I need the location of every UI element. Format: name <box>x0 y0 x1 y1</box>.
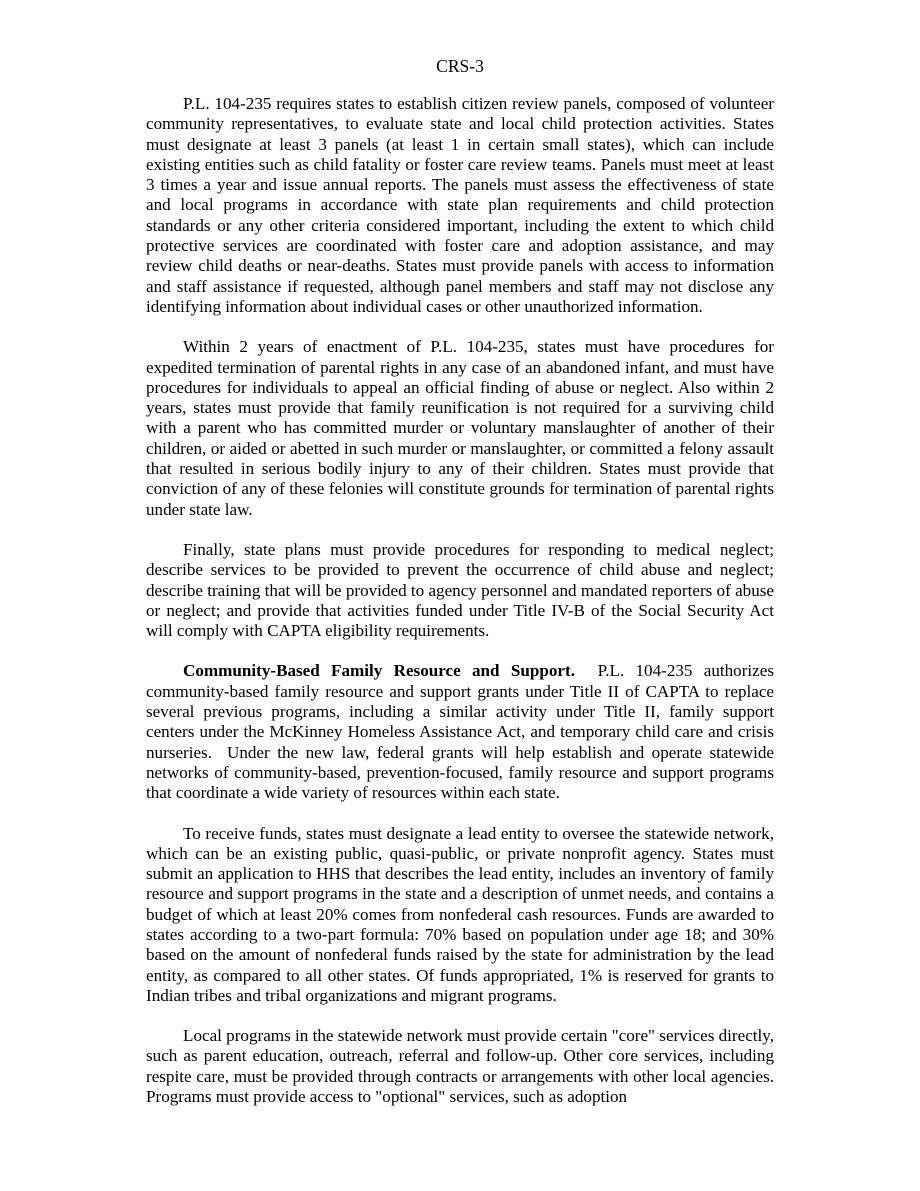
paragraph-text: Finally, state plans must provide procedures for responding to medical neglect; describe services to be provided to prevent the occurrence of child abuse and neglect; describe training that will be provided to agency personnel and mandated reporters of abuse or neglect; and provide that activities funded under Title IV-B of the Social Security Act will comply with CAPTA eligibility requirements. <box>146 539 774 641</box>
paragraph-termination-of-parental-rights <box>146 337 774 520</box>
section-run-in-heading: Community-Based Family Resource and Support. <box>183 661 575 681</box>
paragraph-state-plans <box>146 540 774 641</box>
paragraph-text: Local programs in the statewide network must provide certain "core" services directly, such as parent education, outreach, referral and follow-up. Other core services, including respite care, must be provided through contracts or arrangements with other local agencies. Programs must provide access to "optional" services, such as adoption <box>146 1026 774 1107</box>
paragraph-community-based-support <box>146 661 779 803</box>
paragraph-text: P.L. 104-235 authorizes community-based family resource and support grants under Title II of CAPTA to replace several previous programs, including a similar activity under Title II, family support centers under the McKinney Homeless Assistance Act, and temporary child care and crisis nurseries. Under the new law, federal grants will help establish and operate statewide networks of community-based, prevention-focused, family resource and support programs that coordinate a wide variety of resources within each state. <box>146 661 779 803</box>
paragraph-text: P.L. 104-235 requires states to establish citizen review panels, composed of volunteer community representatives, to evaluate state and local child protection activities. States must designate at least 3 panels (at least 1 in certain small states), which can include existing entities such as child fatality or foster care review teams. Panels must meet at least 3 times a year and issue annual reports. The panels must assess the effectiveness of state and local programs in accordance with state plan requirements and child protection standards or any other criteria considered important, including the extent to which child protective services are coordinated with foster care and adoption assistance, and may review child deaths or near-deaths. States must provide panels with access to information and staff assistance if requested, although panel members and staff may not disclose any identifying information about individual cases or other unauthorized information. <box>146 94 774 316</box>
paragraph-text: To receive funds, states must designate a lead entity to oversee the statewide network, which can be an existing public, quasi-public, or private nonprofit agency. States must submit an application to HHS that describes the lead entity, includes an inventory of family resource and support programs in the state and a description of unmet needs, and contains a budget of which at least 20% comes from nonfederal cash resources. Funds are awarded to states according to a two-part formula: 70% based on population under age 18; and 30% based on the amount of nonfederal funds raised by the state for administration by the lead entity, as compared to all other states. Of funds appropriated, 1% is reserved for grants to Indian tribes and tribal organizations and migrant programs. <box>146 823 774 1005</box>
page-header: CRS-3 <box>436 56 484 76</box>
paragraph-funding-requirements <box>146 824 774 1007</box>
paragraph-local-programs <box>146 1026 774 1107</box>
body-text <box>146 94 779 1127</box>
paragraph-citizen-review-panels <box>146 94 774 317</box>
paragraph-text: Within 2 years of enactment of P.L. 104-235, states must have procedures for expedited termination of parental rights in any case of an abandoned infant, and must have procedures for individuals to appeal an official finding of abuse or neglect. Also within 2 years, states must provide that family reunification is not required for a surviving child with a parent who has committed murder or voluntary manslaughter of another of their children, or aided or abetted in such murder or manslaughter, or committed a felony assault that resulted in serious bodily injury to any of their children. States must provide that conviction of any of these felonies will constitute grounds for termination of parental rights under state law. <box>146 337 774 519</box>
